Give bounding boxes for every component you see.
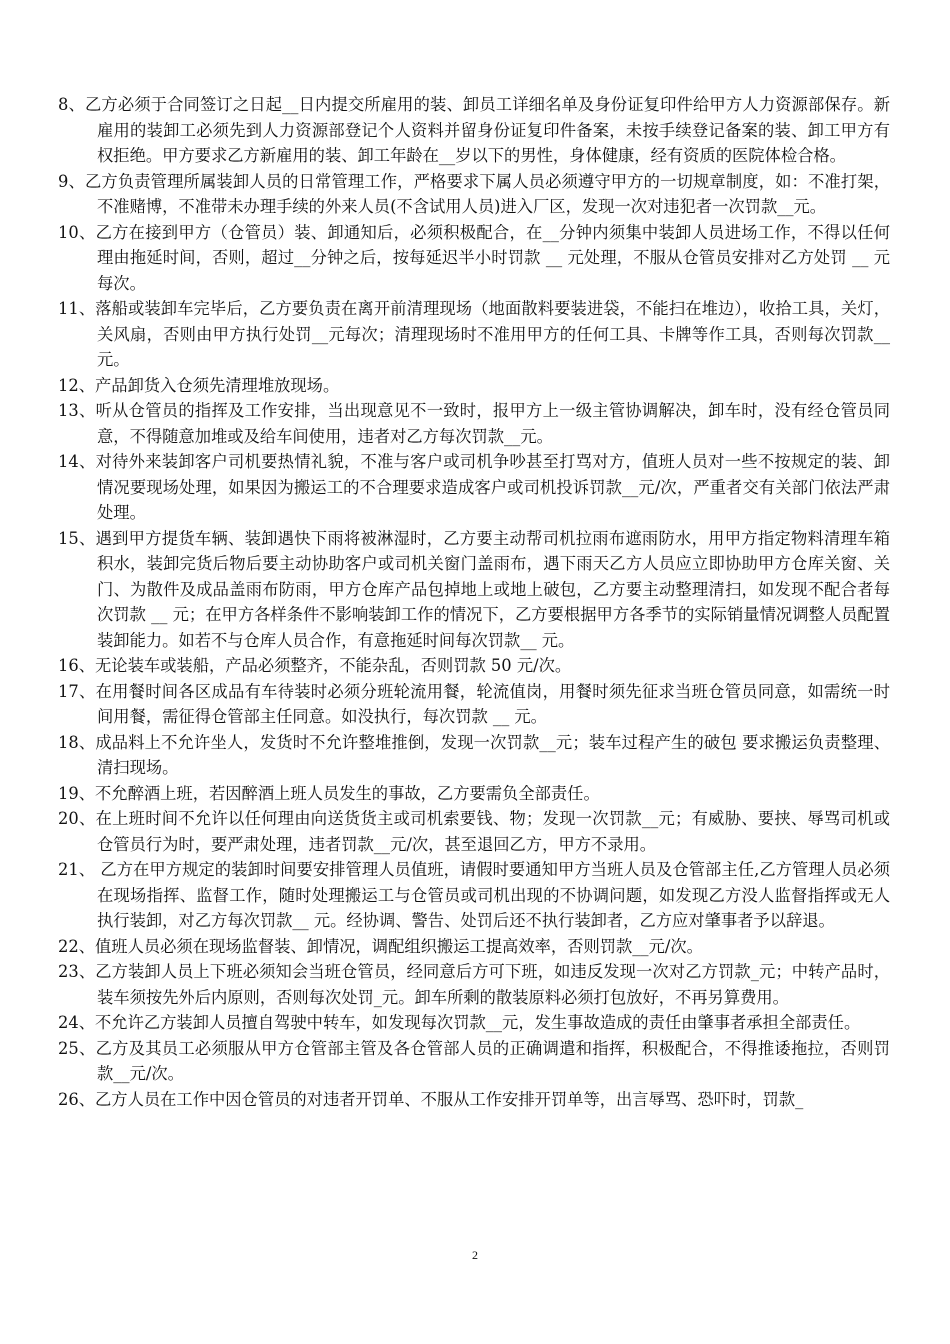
clause-text: 乙方在接到甲方（仓管员）装、卸通知后，必须积极配合，在__分钟内须集中装卸人员进场工作，不得以任何理由拖延时间，否则，超过__分钟之后，按每延迟半小时罚款 __ 元处理，不服从仓管员安排对乙方处罚 __ 元每次。 [95, 222, 891, 293]
clause-9 [58, 169, 890, 220]
clause-text: 落船或装卸车完毕后，乙方要负责在离开前清理现场（地面散料要装进袋，不能扫在堆边），收拾工具，关灯，关风扇，否则由甲方执行处罚__元每次；清理现场时不准用甲方的任何工具、卡牌等作工具，否则每次罚款__元。 [95, 299, 890, 369]
clause-26 [58, 1087, 890, 1113]
clause-number: 20、 [58, 809, 96, 828]
clause-text: 无论装车或装船，产品必须整齐，不能杂乱，否则罚款 50 元/次。 [95, 656, 572, 675]
clause-number: 8、 [58, 95, 85, 114]
clause-number: 16、 [58, 656, 95, 675]
clause-number: 14、 [58, 452, 96, 471]
clause-list [58, 92, 890, 1112]
clause-15 [58, 526, 890, 654]
clause-text: 不允许乙方装卸人员擅自驾驶中转车，如发现每次罚款__元，发生事故造成的责任由肇事者承担全部责任。 [95, 1013, 861, 1032]
page-number: 2 [472, 1248, 478, 1262]
clause-16 [58, 653, 890, 679]
clause-text: 乙方必须于合同签订之日起__日内提交所雇用的装、卸员工详细名单及身份证复印件给甲方人力资源部保存。新雇用的装卸工必须先到人力资源部登记个人资料并留身份证复印件备案，未按手续登记备案的装、卸工甲方有权拒绝。甲方要求乙方新雇用的装、卸工年龄在__岁以下的男性，身体健康，经有资质的医院体检合格。 [84, 95, 891, 165]
clause-number: 9、 [58, 171, 85, 191]
clause-18 [58, 730, 890, 781]
clause-number: 26、 [58, 1089, 95, 1109]
clause-number: 25、 [58, 1038, 96, 1058]
clause-text: 听从仓管员的指挥及工作安排，当出现意见不一致时，报甲方上一级主管协调解决，卸车时，没有经仓管员同意，不得随意加堆或及给车间使用，违者对乙方每次罚款__元。 [95, 401, 891, 446]
clause-number: 10、 [58, 222, 96, 242]
clause-number: 12、 [58, 375, 95, 395]
clause-10 [58, 220, 890, 297]
clause-text: 产品卸货入仓须先清理堆放现场。 [95, 375, 340, 395]
clause-text: 在用餐时间各区成品有车待装时必须分班轮流用餐，轮流值岗，用餐时须先征求当班仓管员同意，如需统一时间用餐，需征得仓管部主任同意。如没执行，每次罚款 __ 元。 [95, 681, 891, 726]
clause-number: 23、 [58, 962, 96, 981]
clause-text: 乙方装卸人员上下班必须知会当班仓管员，经同意后方可下班，如违反发现一次对乙方罚款_元；中转产品时，装车须按先外后内原则，否则每次处罚_元。卸车所剩的散装原料必须打包放好，不再另算费用。 [95, 962, 890, 1007]
clause-20 [58, 806, 890, 857]
clause-25 [58, 1036, 890, 1087]
clause-text: 乙方负责管理所属装卸人员的日常管理工作，严格要求下属人员必须遵守甲方的一切规章制度，如：不准打架，不准赌博，不准带未办理手续的外来人员(不含试用人员)进入厂区，发现一次对违犯者一次罚款__元。 [84, 171, 891, 216]
clause-24 [58, 1010, 890, 1036]
clause-number: 21、 [58, 860, 96, 879]
clause-text: 成品料上不允许坐人，发货时不允许整堆推倒，发现一次罚款__元；装车过程产生的破包 要求搬运负责整理、清扫现场。 [95, 732, 891, 777]
clause-number: 15、 [58, 528, 96, 548]
clause-19 [58, 781, 890, 807]
clause-11 [58, 296, 890, 373]
clause-8 [58, 92, 890, 169]
clause-number: 19、 [58, 783, 95, 803]
clause-text: 乙方及其员工必须服从甲方仓管部主管及各仓管部人员的正确调遣和指挥，积极配合，不得推诿拖拉，否则罚款__元/次。 [95, 1038, 891, 1083]
clause-text: 不允醉酒上班，若因醉酒上班人员发生的事故，乙方要需负全部责任。 [95, 783, 600, 803]
clause-number: 13、 [58, 401, 96, 420]
clause-text: 乙方在甲方规定的装卸时间要安排管理人员值班，请假时要通知甲方当班人员及仓管部主任,乙方管理人员必须在现场指挥、监督工作，随时处理搬运工与仓管员或司机出现的不协调问题，如发现乙方没人监督指挥或无人执行装卸，对乙方每次罚款__ 元。经协调、警告、处罚后还不执行装卸者，乙方应对肇事者予以辞退。 [95, 860, 890, 930]
clause-text: 遇到甲方提货车辆、装卸遇快下雨将被淋湿时，乙方要主动帮司机拉雨布遮雨防水，用甲方指定物料清理车箱积水，装卸完货后物后要主动协助客户或司机关窗门盖雨布，遇下雨天乙方人员应立即协助甲方仓库关窗、关门、为散件及成品盖雨布防雨，甲方仓库产品包掉地上或地上破包，乙方要主动整理清扫，如发现不配合者每次罚款 __ 元；在甲方各样条件不影响装卸工作的情况下，乙方要根据甲方各季节的实际销量情况调整人员配置装卸能力。如若不与仓库人员合作，有意拖延时间每次罚款__ 元。 [95, 528, 891, 650]
clause-12 [58, 373, 890, 399]
clause-number: 18、 [58, 732, 96, 752]
clause-21 [58, 857, 890, 934]
clause-number: 24、 [58, 1013, 95, 1032]
clause-text: 乙方人员在工作中因仓管员的对违者开罚单、不服从工作安排开罚单等，出言辱骂、恐吓时，罚款_ [95, 1089, 804, 1109]
clause-22 [58, 934, 890, 960]
clause-number: 17、 [58, 681, 96, 701]
clause-17 [58, 679, 890, 730]
clause-text: 在上班时间不允许以任何理由向送货货主或司机索要钱、物；发现一次罚款__元；有威胁、要挟、辱骂司机或仓管员行为时，要严肃处理，违者罚款__元/次，甚至退回乙方，甲方不录用。 [95, 809, 891, 854]
clause-13 [58, 398, 890, 449]
clause-text: 对待外来装卸客户司机要热情礼貌，不准与客户或司机争吵甚至打骂对方，值班人员对一些不按规定的装、卸情况要现场处理，如果因为搬运工的不合理要求造成客户或司机投诉罚款__元/次，严重者交有关部门依法严肃处理。 [95, 452, 891, 522]
clause-text: 值班人员必须在现场监督装、卸情况，调配组织搬运工提高效率，否则罚款__元/次。 [95, 936, 703, 956]
clause-23 [58, 959, 890, 1010]
clause-number: 22、 [58, 936, 95, 956]
clause-number: 11、 [58, 299, 96, 318]
clause-14 [58, 449, 890, 526]
